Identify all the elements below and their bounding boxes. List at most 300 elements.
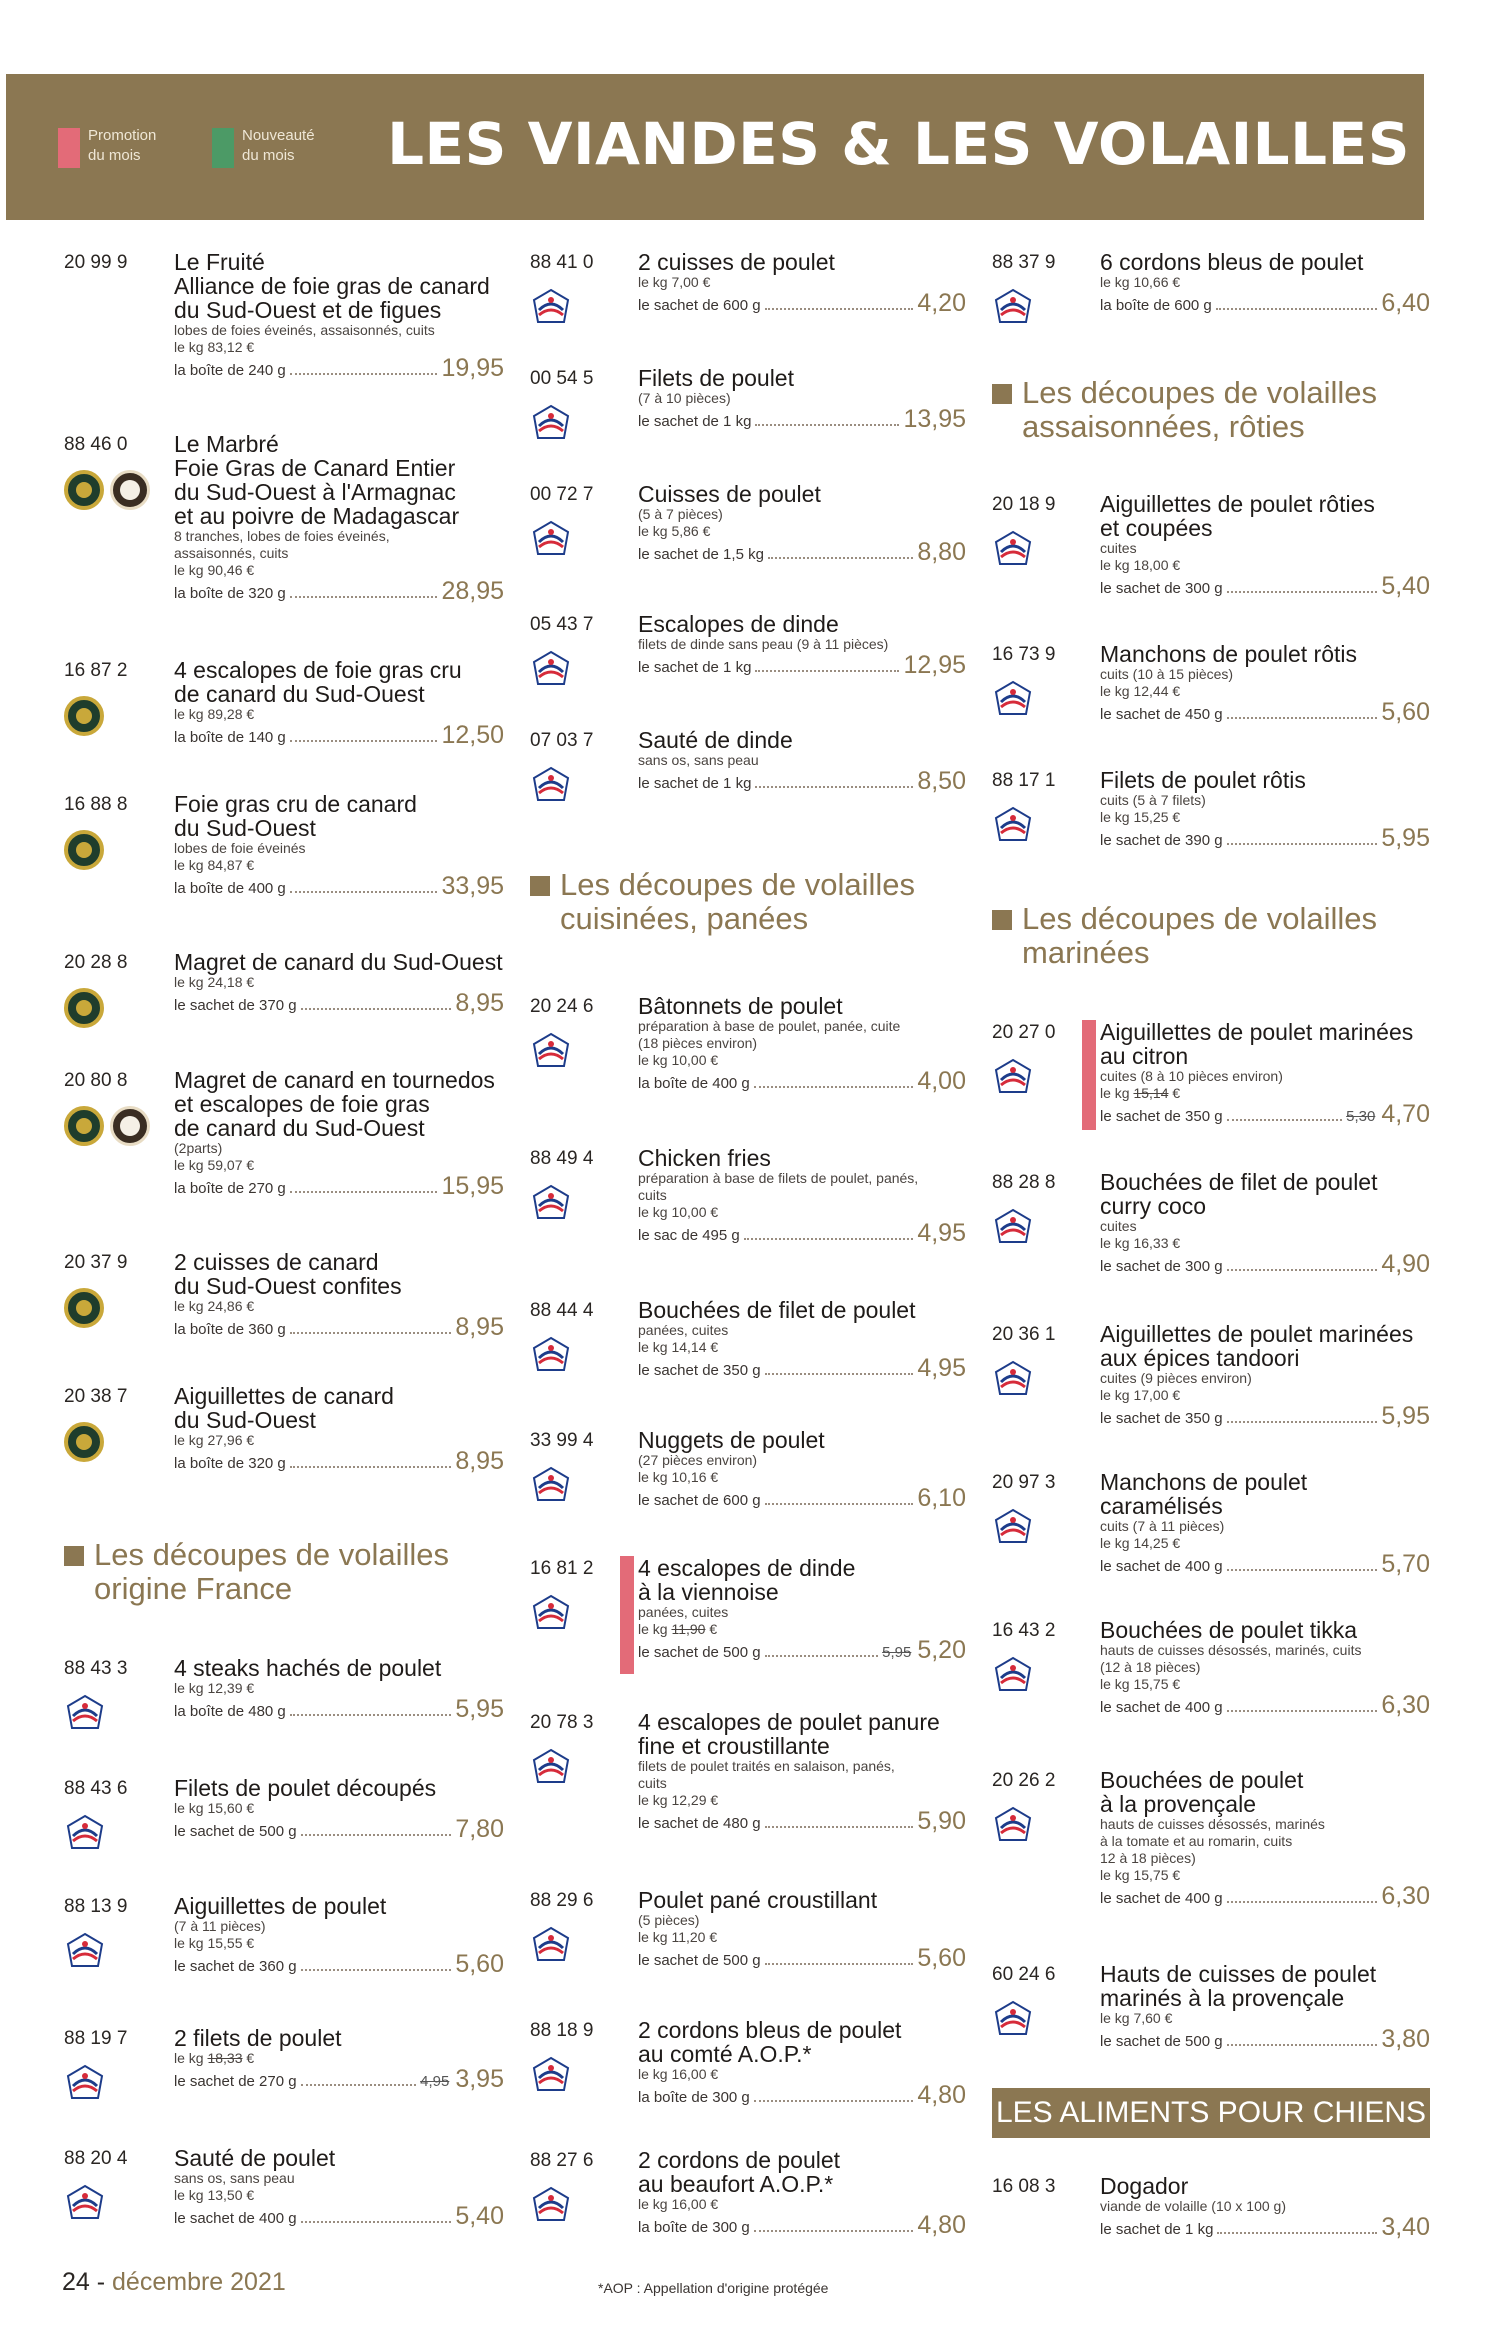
package-size: la boîte de 140 g — [174, 729, 286, 746]
package-size: la boîte de 300 g — [638, 2089, 750, 2106]
leader-dots — [1227, 1269, 1378, 1271]
product-badges — [530, 2056, 572, 2096]
price-per-kg: le kg 84,87 € — [174, 857, 255, 873]
product-name: caramélisés — [1100, 1493, 1223, 1519]
price-per-kg: le kg 15,25 € — [1100, 809, 1181, 825]
product-name: Filets de poulet — [638, 365, 794, 391]
product-code: 88 43 6 — [64, 1778, 128, 1799]
product-details — [1100, 1020, 1430, 1126]
leader-dots — [755, 786, 913, 788]
product-code: 20 37 9 — [64, 1252, 128, 1273]
product-name: à la provençale — [1100, 1791, 1256, 1817]
package-size: le sachet de 1 kg — [638, 775, 752, 792]
package-size: le sachet de 350 g — [638, 1362, 761, 1379]
price-line — [638, 1356, 966, 1380]
package-size: le sachet de 500 g — [174, 1823, 297, 1840]
leader-dots — [1227, 2044, 1378, 2046]
product-code: 16 08 3 — [992, 2176, 1056, 2197]
price: 6,30 — [1381, 1691, 1430, 1719]
package-size: le sachet de 360 g — [174, 1958, 297, 1975]
product-name: Aiguillettes de poulet marinées — [1100, 1321, 1414, 1347]
label-rouge-center — [120, 1116, 140, 1136]
section-square-icon — [64, 1546, 84, 1566]
package-size: le sachet de 1 kg — [638, 413, 752, 430]
section-heading — [992, 902, 1430, 970]
price-line — [1100, 574, 1430, 598]
aop-seal-icon — [64, 1106, 104, 1146]
price-line — [1100, 1102, 1430, 1126]
package-size: le sachet de 1,5 kg — [638, 546, 764, 563]
leader-dots — [290, 1466, 452, 1468]
leader-dots — [1217, 2232, 1377, 2234]
price: 33,95 — [441, 872, 504, 900]
price-per-kg: le kg 15,55 € — [174, 1935, 255, 1951]
volaille-francaise-icon — [64, 1814, 106, 1854]
product-code: 88 49 4 — [530, 1148, 594, 1169]
product-name: fine et croustillante — [638, 1733, 830, 1759]
section-title — [530, 868, 966, 936]
product-badges — [64, 2064, 106, 2104]
aop-seal-center — [76, 482, 92, 498]
volaille-francaise-icon — [992, 1058, 1034, 1098]
promotion-swatch — [58, 128, 80, 168]
package-size: le sachet de 270 g — [174, 2073, 297, 2090]
price-line — [638, 653, 966, 677]
product-description: (7 à 11 pièces) — [174, 1918, 266, 1934]
product-name: au beaufort A.O.P.* — [638, 2171, 834, 2197]
package-size: le sachet de 500 g — [638, 1952, 761, 1969]
product-code: 88 17 1 — [992, 770, 1056, 791]
product-badges — [530, 288, 572, 328]
volaille-francaise-icon — [530, 1184, 572, 1224]
price-line — [174, 2067, 504, 2091]
price-line — [174, 1817, 504, 1841]
price-per-kg: le kg 10,66 € — [1100, 274, 1181, 290]
product-badges — [64, 830, 104, 870]
product-badges — [992, 1508, 1034, 1548]
price-line — [174, 356, 504, 380]
price-line — [1100, 700, 1430, 724]
product-details — [638, 1888, 966, 1970]
product-name: Manchons de poulet — [1100, 1469, 1308, 1495]
product-badges — [64, 1814, 106, 1854]
product-description: (18 pièces environ) — [638, 1035, 758, 1051]
package-size: le sachet de 370 g — [174, 997, 297, 1014]
product-name: au comté A.O.P.* — [638, 2041, 812, 2067]
package-size: la boîte de 320 g — [174, 585, 286, 602]
price-line — [174, 1952, 504, 1976]
product-details — [1100, 1768, 1430, 1908]
product-description: cuites (8 à 10 pièces environ) — [1100, 1068, 1283, 1084]
price-line — [174, 2204, 504, 2228]
product-details — [174, 250, 504, 380]
legend-nouveaute-line2: du mois — [242, 147, 295, 164]
product-name: de canard du Sud-Ouest — [174, 681, 425, 707]
package-size: le sachet de 450 g — [1100, 706, 1223, 723]
price-per-kg: le kg 15,75 € — [1100, 1867, 1181, 1883]
product-code: 88 13 9 — [64, 1896, 128, 1917]
product-name: 4 escalopes de foie gras cru — [174, 657, 462, 683]
product-code: 20 97 3 — [992, 1472, 1056, 1493]
price-line — [1100, 1884, 1430, 1908]
product-description: (27 pièces environ) — [638, 1452, 758, 1468]
price: 3,95 — [455, 2065, 504, 2093]
price-per-kg: le kg 14,25 € — [1100, 1535, 1181, 1551]
volaille-francaise-icon — [530, 1336, 572, 1376]
product-description: filets de poulet traités en salaison, panés, — [638, 1758, 895, 1774]
product-details — [638, 482, 966, 564]
aop-seal-icon — [64, 1422, 104, 1462]
product-name: Aiguillettes de poulet — [174, 1893, 387, 1919]
product-name: marinés à la provençale — [1100, 1985, 1345, 2011]
product-details — [1100, 1470, 1430, 1576]
volaille-francaise-icon — [530, 1926, 572, 1966]
leader-dots — [301, 1834, 452, 1836]
product-code: 20 36 1 — [992, 1324, 1056, 1345]
volaille-francaise-icon — [64, 1932, 106, 1972]
aop-seal-icon — [64, 696, 104, 736]
price-line — [1100, 1404, 1430, 1428]
product-code: 16 87 2 — [64, 660, 128, 681]
leader-dots — [290, 596, 438, 598]
product-name: Dogador — [1100, 2173, 1189, 2199]
product-code: 88 44 4 — [530, 1300, 594, 1321]
package-size: le sachet de 400 g — [1100, 1558, 1223, 1575]
aop-footnote: *AOP : Appellation d'origine protégée — [598, 2280, 829, 2296]
product-details — [1100, 1170, 1430, 1276]
product-name: 6 cordons bleus de poulet — [1100, 249, 1364, 275]
volaille-francaise-icon — [530, 404, 572, 444]
price-per-kg: le kg 16,33 € — [1100, 1235, 1181, 1251]
product-name: Poulet pané croustillant — [638, 1887, 878, 1913]
product-name: Foie Gras de Canard Entier — [174, 455, 456, 481]
label-rouge-icon — [110, 1106, 150, 1146]
price: 4,80 — [917, 2081, 966, 2109]
product-details — [174, 1894, 504, 1976]
price: 15,95 — [441, 1172, 504, 1200]
price-per-kg-prefix: le kg — [174, 2050, 208, 2066]
package-size: la boîte de 300 g — [638, 2219, 750, 2236]
product-code: 00 72 7 — [530, 484, 594, 505]
product-details — [638, 994, 966, 1093]
product-details — [1100, 642, 1430, 724]
price-per-kg: le kg 16,00 € — [638, 2196, 719, 2212]
product-description: lobes de foie éveinés — [174, 840, 306, 856]
volaille-francaise-icon — [992, 680, 1034, 720]
product-name: Hauts de cuisses de poulet — [1100, 1961, 1377, 1987]
product-name: du Sud-Ouest à l'Armagnac — [174, 479, 456, 505]
leader-dots — [290, 373, 438, 375]
product-name: Le Marbré — [174, 431, 279, 457]
package-size: le sachet de 400 g — [1100, 1890, 1223, 1907]
price-per-kg: le kg 13,50 € — [174, 2187, 255, 2203]
package-size: le sachet de 1 kg — [638, 659, 752, 676]
price-line — [174, 1174, 504, 1198]
leader-dots — [290, 1332, 452, 1334]
volaille-francaise-icon — [530, 1594, 572, 1634]
product-name: Manchons de poulet rôtis — [1100, 641, 1357, 667]
product-code: 20 80 8 — [64, 1070, 128, 1091]
price-per-kg: le kg 18,00 € — [1100, 557, 1181, 573]
price-per-kg: le kg 24,86 € — [174, 1298, 255, 1314]
product-details — [1100, 2174, 1430, 2239]
price-line — [174, 1697, 504, 1721]
product-description: filets de dinde sans peau (9 à 11 pièces) — [638, 636, 889, 652]
product-description: assaisonnés, cuits — [174, 545, 289, 561]
product-badges — [64, 988, 104, 1028]
product-details — [1100, 492, 1430, 598]
price-line — [1100, 2027, 1430, 2051]
product-code: 00 54 5 — [530, 368, 594, 389]
leader-dots — [1227, 1119, 1343, 1121]
package-size: le sachet de 400 g — [174, 2210, 297, 2227]
product-code: 88 28 8 — [992, 1172, 1056, 1193]
price: 7,80 — [455, 1815, 504, 1843]
product-badges — [64, 1106, 150, 1146]
product-details — [174, 2146, 504, 2228]
product-badges — [530, 1466, 572, 1506]
product-name: 2 cordons de poulet — [638, 2147, 841, 2173]
price-line — [638, 1809, 966, 1833]
leader-dots — [755, 424, 899, 426]
product-description: sans os, sans peau — [638, 752, 759, 768]
product-details — [638, 1146, 966, 1245]
product-details — [1100, 1962, 1430, 2051]
volaille-francaise-icon — [530, 650, 572, 690]
price: 8,80 — [917, 538, 966, 566]
product-description: cuits (7 à 11 pièces) — [1100, 1518, 1225, 1534]
price: 12,50 — [441, 721, 504, 749]
product-name: Le Fruité — [174, 249, 265, 275]
product-description: (12 à 18 pièces) — [1100, 1659, 1201, 1675]
section-heading — [992, 376, 1430, 444]
product-details — [638, 1298, 966, 1380]
product-name: et coupées — [1100, 515, 1213, 541]
product-badges — [530, 1926, 572, 1966]
product-code: 07 03 7 — [530, 730, 594, 751]
product-name: 4 steaks hachés de poulet — [174, 1655, 442, 1681]
package-size: la boîte de 270 g — [174, 1180, 286, 1197]
price-per-kg-suffix: € — [242, 2050, 255, 2066]
price-line — [638, 1221, 966, 1245]
price-per-kg: le kg 15,60 € — [174, 1800, 255, 1816]
product-badges — [530, 1594, 572, 1634]
product-badges — [992, 530, 1034, 570]
price: 8,50 — [917, 767, 966, 795]
product-details — [638, 1710, 966, 1833]
section-square-icon — [530, 876, 550, 896]
product-badges — [992, 680, 1034, 720]
product-name: 2 cuisses de canard — [174, 1249, 379, 1275]
package-size: le sachet de 600 g — [638, 1492, 761, 1509]
price: 8,95 — [455, 989, 504, 1017]
promotion-marker — [1082, 1020, 1096, 1130]
product-description: cuites — [1100, 540, 1137, 556]
leader-dots — [768, 557, 913, 559]
product-name: Foie gras cru de canard — [174, 791, 417, 817]
price: 4,95 — [917, 1354, 966, 1382]
leader-dots — [1227, 843, 1378, 845]
product-code: 20 28 8 — [64, 952, 128, 973]
product-details — [1100, 1322, 1430, 1428]
product-code: 88 37 9 — [992, 252, 1056, 273]
product-code: 88 43 3 — [64, 1658, 128, 1679]
product-name: Bouchées de filet de poulet — [1100, 1169, 1378, 1195]
price: 6,40 — [1381, 289, 1430, 317]
product-details — [174, 1068, 504, 1198]
section-title-line1: Les découpes de volailles — [1022, 901, 1378, 936]
legend-nouveaute-line1: Nouveauté — [242, 127, 315, 144]
price: 3,40 — [1381, 2213, 1430, 2241]
product-description: panées, cuites — [638, 1604, 729, 1620]
issue-date: décembre 2021 — [112, 2268, 286, 2296]
product-code: 88 29 6 — [530, 1890, 594, 1911]
price-line — [174, 579, 504, 603]
product-code: 88 19 7 — [64, 2028, 128, 2049]
product-badges — [530, 766, 572, 806]
price-per-kg: le kg 90,46 € — [174, 562, 255, 578]
product-name: Sauté de dinde — [638, 727, 793, 753]
volaille-francaise-icon — [992, 1360, 1034, 1400]
package-size: la boîte de 240 g — [174, 362, 286, 379]
leader-dots — [765, 1963, 914, 1965]
section-title — [64, 1538, 504, 1606]
price-per-kg: le kg 14,14 € — [638, 1339, 719, 1355]
volaille-francaise-icon — [530, 1466, 572, 1506]
leader-dots — [290, 740, 438, 742]
product-name: Magret de canard du Sud-Ouest — [174, 949, 503, 975]
package-size: le sachet de 400 g — [1100, 1699, 1223, 1716]
package-size: le sachet de 500 g — [638, 1644, 761, 1661]
product-code: 05 43 7 — [530, 614, 594, 635]
product-name: à la viennoise — [638, 1579, 779, 1605]
price-line — [638, 540, 966, 564]
legend-promotion-line1: Promotion — [88, 127, 157, 144]
product-description: sans os, sans peau — [174, 2170, 295, 2186]
page-footer — [62, 2268, 286, 2297]
product-description: lobes de foies éveinés, assaisonnés, cuits — [174, 322, 435, 338]
package-size: le sachet de 390 g — [1100, 832, 1223, 849]
product-name: curry coco — [1100, 1193, 1207, 1219]
price-per-kg: le kg 83,12 € — [174, 339, 255, 355]
product-description: (5 à 7 pièces) — [638, 506, 723, 522]
leader-dots — [765, 308, 914, 310]
price-line — [1100, 1252, 1430, 1276]
product-code: 20 38 7 — [64, 1386, 128, 1407]
aop-seal-icon — [64, 988, 104, 1028]
section-title-line1: Les découpes de volailles — [1022, 375, 1378, 410]
aop-seal-icon — [64, 470, 104, 510]
product-badges — [992, 1656, 1034, 1696]
product-details — [174, 2026, 504, 2091]
leader-dots — [754, 1086, 914, 1088]
aop-seal-icon — [64, 830, 104, 870]
product-description: panées, cuites — [638, 1322, 729, 1338]
leader-dots — [754, 2230, 914, 2232]
product-name: Bâtonnets de poulet — [638, 993, 843, 1019]
volaille-francaise-icon — [992, 530, 1034, 570]
product-badges — [992, 1806, 1034, 1846]
product-description: (5 pièces) — [638, 1912, 700, 1928]
volaille-francaise-icon — [530, 288, 572, 328]
product-name: du Sud-Ouest — [174, 815, 316, 841]
product-description: 12 à 18 pièces) — [1100, 1850, 1196, 1866]
product-badges — [64, 1422, 104, 1462]
section-square-icon — [992, 384, 1012, 404]
legend-nouveaute — [212, 126, 315, 168]
price: 4,95 — [917, 1219, 966, 1247]
price-line — [638, 407, 966, 431]
price: 28,95 — [441, 577, 504, 605]
section-title-line2: marinées — [1022, 935, 1150, 970]
product-details — [1100, 768, 1430, 850]
package-size: la boîte de 600 g — [1100, 297, 1212, 314]
product-badges — [992, 806, 1034, 846]
price-per-kg: le kg 10,00 € — [638, 1052, 719, 1068]
old-price: 4,95 — [420, 2073, 450, 2090]
product-details — [638, 728, 966, 793]
label-rouge-icon — [110, 470, 150, 510]
product-description: (7 à 10 pièces) — [638, 390, 731, 406]
product-code: 16 88 8 — [64, 794, 128, 815]
product-code: 20 18 9 — [992, 494, 1056, 515]
leader-dots — [765, 1503, 914, 1505]
product-code: 20 27 0 — [992, 1022, 1056, 1043]
leader-dots — [301, 2221, 452, 2223]
volaille-francaise-icon — [530, 2056, 572, 2096]
volaille-francaise-icon — [530, 1748, 572, 1788]
price: 5,95 — [1381, 1402, 1430, 1430]
price: 8,95 — [455, 1313, 504, 1341]
price-per-kg: le kg 12,39 € — [174, 1680, 255, 1696]
volaille-francaise-icon — [530, 2186, 572, 2226]
leader-dots — [290, 1191, 438, 1193]
product-name: Aiguillettes de poulet rôties — [1100, 491, 1375, 517]
product-name: du Sud-Ouest et de figues — [174, 297, 442, 323]
section-title-line1: Les découpes de volailles — [94, 1537, 450, 1572]
section-square-icon — [992, 910, 1012, 930]
price: 4,90 — [1381, 1250, 1430, 1278]
package-size: le sac de 495 g — [638, 1227, 740, 1244]
price: 5,70 — [1381, 1550, 1430, 1578]
aop-seal-center — [76, 1300, 92, 1316]
leader-dots — [301, 2084, 417, 2086]
leader-dots — [290, 891, 438, 893]
price: 5,40 — [455, 2202, 504, 2230]
product-details — [174, 792, 504, 898]
product-code: 16 43 2 — [992, 1620, 1056, 1641]
product-name: 4 escalopes de dinde — [638, 1555, 856, 1581]
volaille-francaise-icon — [992, 288, 1034, 328]
price-per-kg: le kg 7,00 € — [638, 274, 711, 290]
volaille-francaise-icon — [64, 2184, 106, 2224]
aop-seal-center — [76, 842, 92, 858]
price: 8,95 — [455, 1447, 504, 1475]
price-line — [1100, 1552, 1430, 1576]
product-details — [174, 658, 504, 747]
leader-dots — [754, 2100, 914, 2102]
product-name: du Sud-Ouest confites — [174, 1273, 402, 1299]
price-per-kg: le kg 10,16 € — [638, 1469, 719, 1485]
price: 5,20 — [917, 1636, 966, 1664]
price-per-kg: le kg 15,75 € — [1100, 1676, 1181, 1692]
price-line — [174, 874, 504, 898]
package-size: la boîte de 320 g — [174, 1455, 286, 1472]
price-per-kg: le kg 5,86 € — [638, 523, 711, 539]
volaille-francaise-icon — [530, 1032, 572, 1072]
product-code: 20 99 9 — [64, 252, 128, 273]
price-line — [638, 291, 966, 315]
